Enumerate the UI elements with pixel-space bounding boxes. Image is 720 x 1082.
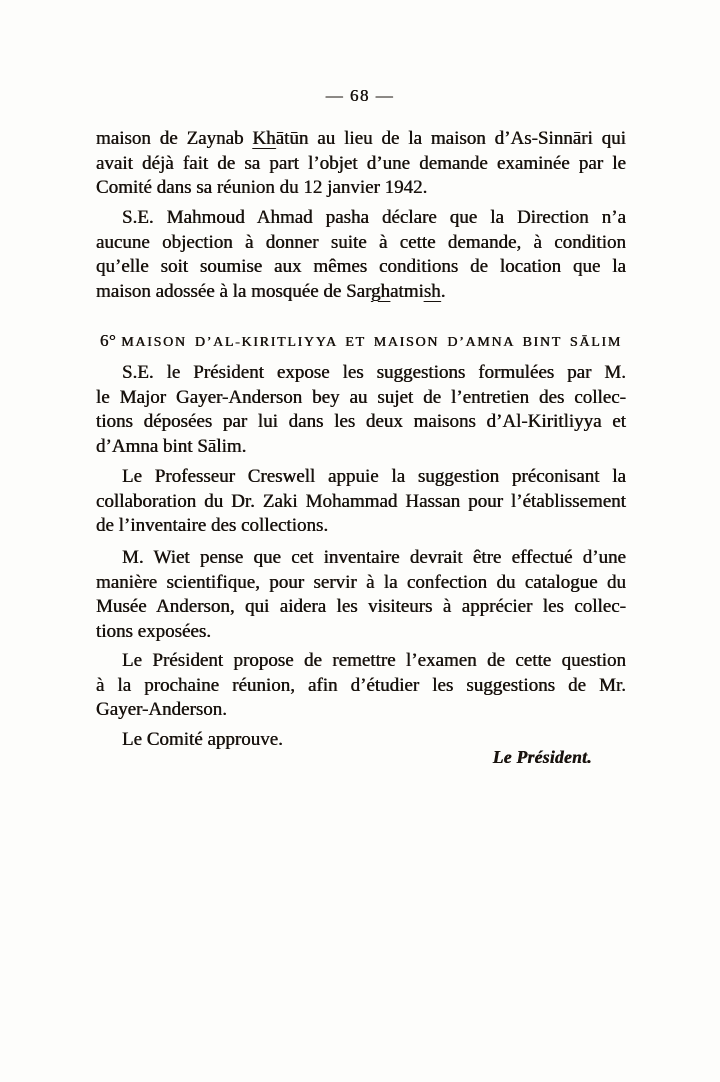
text-segment: atmi: [390, 280, 424, 302]
underlined-digraph: gh: [371, 280, 391, 302]
text-line: Le Président propose de remettre l’examen de cette question: [122, 650, 626, 671]
paragraph-mahmoud-ahmad: [96, 206, 626, 304]
text-segment: maison adossée à la mosquée de Sar: [96, 280, 372, 302]
section-number: 6°: [99, 331, 117, 350]
text-line: le Major Gayer-Anderson bey au sujet de l’entretien des collec-: [96, 386, 626, 408]
text-line: aucune objection à donner suite à cette demande, à condition: [96, 231, 626, 253]
paragraph-creswell: [96, 465, 626, 539]
underlined-digraph: sh: [423, 280, 441, 302]
text-line: M. Wiet pense que cet inventaire devrait être effectué d’une: [122, 547, 626, 568]
paragraph-continuation: [96, 127, 626, 201]
section-title: MAISON D’AL-KIRITLIYYA ET MAISON D’AMNA BINT SĀLIM: [121, 335, 622, 350]
text-line: tions exposées.: [96, 620, 212, 642]
underlined-digraph: Kh: [252, 128, 276, 149]
text-line: Gayer-Anderson.: [96, 699, 227, 720]
signature-le-president: Le Président.: [492, 747, 592, 767]
text-line: Musée Anderson, qui aidera les visiteurs à apprécier les collec-: [96, 596, 626, 617]
text-segment: ātūn au lieu de la maison d’As-Sinnāri qui: [275, 128, 626, 149]
text-line: avait déjà fait de sa part l’objet d’une demande examinée par le: [96, 152, 626, 174]
text-line: à la prochaine réunion, afin d’étudier les suggestions de Mr.: [96, 674, 626, 696]
text-line: Le Comité approuve.: [122, 729, 283, 750]
section-heading: [92, 331, 630, 351]
text-line: S.E. le Président expose les suggestions formulées par M.: [122, 362, 626, 383]
text-line: qu’elle soit soumise aux mêmes conditions de location que la: [96, 256, 626, 277]
text-line: Comité dans sa réunion du 12 janvier 1942.: [96, 177, 428, 198]
text-line: de l’inventaire des collections.: [96, 515, 329, 536]
text-segment: .: [440, 280, 446, 302]
text-line: S.E. Mahmoud Ahmad pasha déclare que la Direction n’a: [122, 207, 626, 228]
text-line: [96, 127, 626, 152]
paragraph-president-propose: [96, 649, 626, 723]
text-line: manière scientifique, pour servir à la confection du catalogue du: [96, 571, 626, 593]
paragraph-wiet: [96, 546, 626, 644]
text-segment: maison de Zaynab: [96, 128, 253, 149]
text-line: [96, 280, 626, 305]
text-line: tions déposées par lui dans les deux maisons d’Al-Kiritliyya et: [96, 411, 626, 432]
paragraph-president-expose: [96, 361, 626, 459]
text-line: collaboration du Dr. Zaki Mohammad Hassan pour l’établissement: [96, 490, 626, 512]
text-line: Le Professeur Creswell appuie la suggestion préconisant la: [122, 466, 626, 487]
page-number: — 68 —: [325, 86, 395, 105]
text-line: d’Amna bint Sālim.: [96, 435, 247, 457]
